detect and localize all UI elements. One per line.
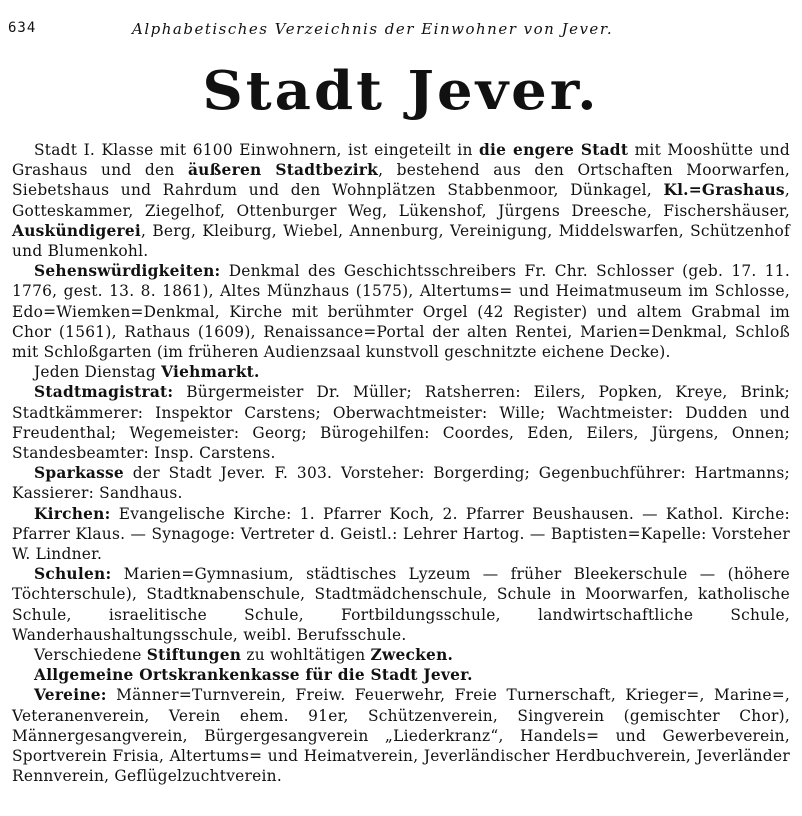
health-insurance-title: Allgemeine Ortskrankenkasse für die Stadt Jever. — [34, 666, 473, 685]
clubs-text: Männer=Turnverein, Freiw. Feuerwehr, Freie Turnerschaft, Krieger=, Marine=, Veteranenverein, Verein ehem. 91er, Schützenverein, Singverein (gemischter Chor), Männergesangverein, Bürgergesangverein „Liederkranz“, Handels= und Gewerbeverein, Sportverein Frisia, Altertums= und Heimatverein, Jeverländischer Herdbuchverein, Jeverländer Rennverein, Geflügelzuchtverein. — [12, 686, 790, 786]
intro-bold-2: äußeren Stadtbezirk — [187, 161, 379, 180]
market-bold: Viehmarkt. — [161, 363, 260, 382]
intro-bold-3: Kl.=Grashaus — [663, 181, 785, 200]
intro-paragraph — [12, 140, 790, 261]
intro-bold-4: Auskündigerei — [12, 221, 141, 240]
market-text: Jeden Dienstag — [34, 363, 162, 382]
clubs-paragraph — [12, 685, 790, 786]
health-insurance-paragraph — [12, 665, 790, 685]
clubs-label: Vereine: — [34, 686, 107, 705]
foundations-paragraph — [12, 645, 790, 665]
page-title: Stadt Jever. — [202, 59, 600, 123]
churches-label: Kirchen: — [34, 504, 111, 523]
foundations-bold-2: Zwecken. — [370, 646, 454, 665]
intro-text-2: mit Mooshütte und Grashaus und den — [12, 141, 791, 180]
churches-paragraph — [12, 504, 790, 565]
schools-text: Marien=Gymnasium, städtisches Lyzeum — früher Bleekerschule — (höhere Töchterschule), Stadtknabenschule, Stadtmädchenschule, Schule in Moorwarfen, katholische Schule, israelitische Schule, Fortbildungsschule, landwirtschaftliche Schule, Wanderhaushaltungsschule, weibl. Berufsschule. — [12, 565, 790, 644]
savings-text: der Stadt Jever. F. 303. Vorsteher: Borgerding; Gegenbuchführer: Hartmanns; Kassierer: Sandhaus. — [12, 464, 790, 503]
intro-bold-1: die engere Stadt — [479, 141, 629, 159]
intro-text-4: , Gotteskammer, Ziegelhof, Ottenburger Weg, Lükenshof, Jürgens Dreesche, Fischershäuser, — [12, 181, 790, 220]
intro-text-5: , Berg, Kleiburg, Wiebel, Annenburg, Vereinigung, Middelswarfen, Schützenhof und Blumenkohl. — [12, 221, 790, 261]
savings-paragraph — [12, 463, 790, 503]
magistrate-text: Bürgermeister Dr. Müller; Ratsherren: Eilers, Popken, Kreye, Brink; Stadtkämmerer: Inspektor Carstens; Oberwachtmeister: Wille; Wachtmeister: Dudden und Freudenthal; Wegemeister: Georg; Bürogehilfen: Coordes, Eden, Eilers, Jürgens, Onnen; Standesbeamter: Insp. Carstens. — [12, 383, 790, 463]
article-body — [12, 140, 790, 787]
running-header — [8, 20, 794, 44]
intro-text-3: , bestehend aus den Ortschaften Moorwarfen, Siebetshaus und Rahrdum und den Wohnplätzen Stabbenmoor, Dünkagel, — [12, 161, 790, 200]
churches-text: Evangelische Kirche: 1. Pfarrer Koch, 2. Pfarrer Beushausen. — Kathol. Kirche: Pfarrer Klaus. — Synagoge: Vertreter d. Geistl.: Lehrer Hartog. — Baptisten=Kapelle: Vorsteher W. Lindner. — [12, 504, 790, 564]
foundations-text-1: Verschiedene — [34, 646, 147, 665]
market-paragraph — [12, 362, 790, 382]
sights-text: Denkmal des Geschichtsschreibers Fr. Chr. Schlosser (geb. 17. 11. 1776, gest. 13. 8. 1861), Altes Münzhaus (1575), Altertums= und Heimatmuseum im Schlosse, Edo=Wiemken=Denkmal, Kirche mit berühmter Orgel (42 Register) und altem Grabmal im Chor (1561), Rathaus (1609), Renaissance=Portal der alten Rentei, Marien=Denkmal, Schloß mit Schloßgarten (im früheren Audienzsaal kunstvoll geschnitzte eichene Decke). — [12, 262, 790, 362]
sights-label: Sehenswürdigkeiten: — [34, 262, 221, 281]
page-number: 634 — [8, 20, 37, 36]
savings-label: Sparkasse — [34, 464, 124, 483]
magistrate-label: Stadtmagistrat: — [34, 383, 174, 402]
foundations-bold-1: Stiftungen — [146, 646, 242, 665]
foundations-text-2: zu wohltätigen — [241, 646, 371, 665]
schools-label: Schulen: — [34, 565, 112, 584]
sights-paragraph — [12, 261, 790, 362]
running-title: Alphabetisches Verzeichnis der Einwohner von Jever. — [132, 20, 614, 38]
magistrate-paragraph — [12, 382, 790, 463]
intro-text-1: Stadt I. Klasse mit 6100 Einwohnern, ist eingeteilt in — [34, 141, 480, 159]
schools-paragraph — [12, 564, 790, 645]
